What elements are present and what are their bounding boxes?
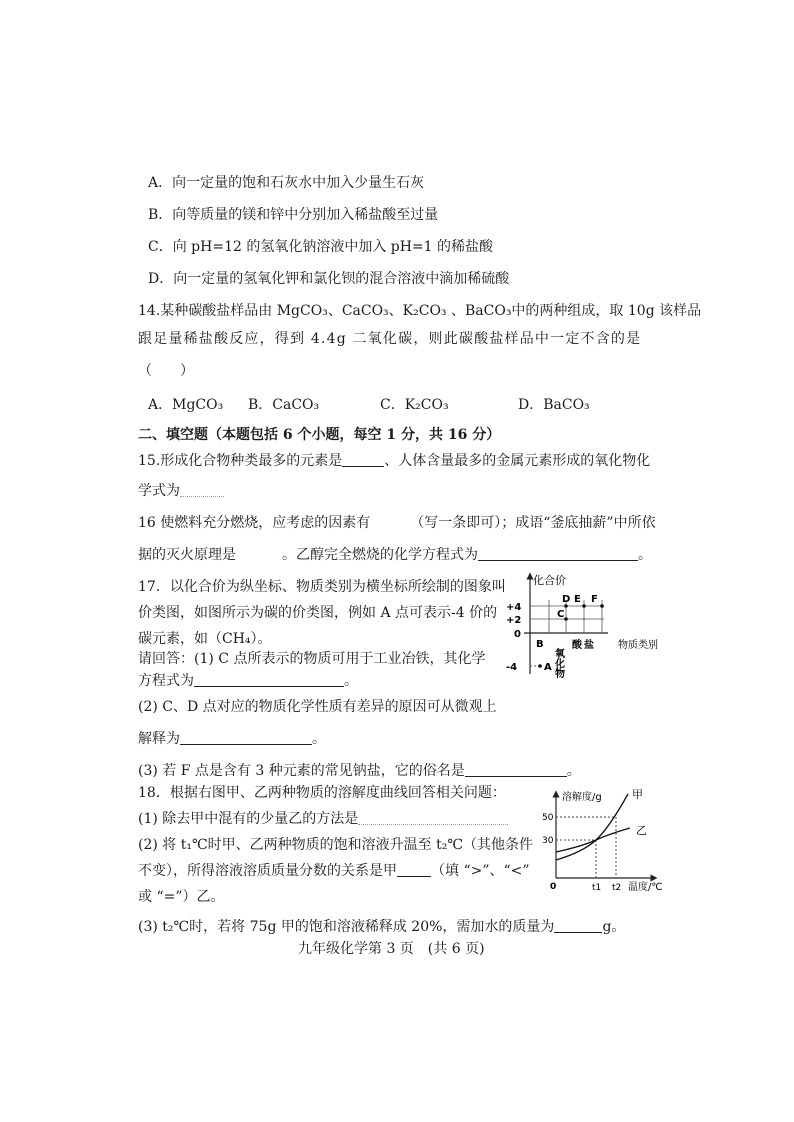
q17-line8 <box>138 762 581 780</box>
q17-line4: 请回答：(1) C 点所表示的物质可用于工业冶铁，其化学 <box>138 651 486 667</box>
q17-text-c-end: 。 <box>566 763 581 779</box>
q14-options <box>148 396 648 414</box>
q13-option-b: B．向等质量的镁和锌中分别加入稀盐酸至过量 <box>148 207 439 223</box>
series-jia-label: 甲 <box>632 788 643 801</box>
q18-text-d: (3) t₂℃时，若将 75g 甲的饱和溶液稀释成 20%，需加水的质量为 <box>138 919 555 935</box>
q18-line5: 或 “=”）乙。 <box>138 889 225 905</box>
xcat-acid: 酸 <box>572 640 582 651</box>
point-a <box>538 664 542 668</box>
xtick-t1: t1 <box>592 883 602 893</box>
q16-text-b: （写一条即可）；成语“釜底抽薪”中所依 <box>410 515 656 531</box>
xcat-b: B <box>536 639 544 650</box>
q14-option-b: B．CaCO₃ <box>248 397 320 413</box>
q16-line2 <box>138 546 652 564</box>
q16-text-d: 。乙醇完全燃烧的化学方程式为 <box>282 547 478 563</box>
q15-line2 <box>138 482 224 500</box>
q15-text-b: 、人体含量最多的金属元素形成的氧化物化 <box>384 453 651 469</box>
label-d: D <box>562 594 571 605</box>
q14-option-d: D．BaCO₃ <box>518 397 590 413</box>
ytick-plus2: +2 <box>506 615 522 626</box>
q18-text-a: (1) 除去甲中混有的少量乙的方法是 <box>138 811 359 827</box>
ytick-50: 50 <box>542 813 554 823</box>
q13-option-a: A．向一定量的饱和石灰水中加入少量生石灰 <box>148 175 425 191</box>
q17-text-b-end: 。 <box>312 731 326 747</box>
q16-text-c: 据的灭火原理是 <box>138 547 236 563</box>
q17-text-a-end: 。 <box>344 673 358 689</box>
q18-line2 <box>138 810 508 828</box>
q17-text-b: 解释为 <box>138 731 180 747</box>
q18-line4 <box>138 862 530 880</box>
q17-line1: 17．以化合价为纵坐标、物质类别为横坐标所绘制的图象叫 <box>138 579 506 595</box>
valence-class-chart <box>504 570 704 680</box>
q17-line2: 价类图，如图所示为碳的价类图，例如 A 点可表示-4 价的 <box>138 605 498 621</box>
q17-line5 <box>138 672 358 690</box>
q18-text-c: （填 “>”、“<” <box>431 863 530 879</box>
q17-line7 <box>138 730 326 748</box>
q17-blank-2[interactable] <box>180 730 312 745</box>
xcat-salt: 盐 <box>584 640 594 651</box>
q16-blank-3[interactable] <box>478 546 638 561</box>
q14-line2: 跟足量稀盐酸反应，得到 4.4g 二氧化碳，则此碳酸盐样品中一定不含的是 <box>138 331 642 347</box>
q14-answer-paren: （ ） <box>138 363 194 379</box>
ytick-plus4: +4 <box>506 602 522 613</box>
q13-option-c: C．向 pH=12 的氢氧化钠溶液中加入 pH=1 的稀盐酸 <box>148 239 494 255</box>
q18-text-end: g。 <box>602 919 626 935</box>
point-e <box>582 604 586 608</box>
y-label: 溶解度/g <box>562 792 602 803</box>
x-label: 物质类别 <box>618 640 658 651</box>
ytick-30: 30 <box>542 836 554 846</box>
label-f: F <box>591 594 598 605</box>
q17-text-a: 方程式为 <box>138 673 194 689</box>
label-c: C <box>557 609 565 620</box>
q18-blank-2[interactable] <box>397 862 431 877</box>
q17-blank-3[interactable] <box>465 762 567 777</box>
point-f <box>600 604 604 608</box>
xtick-0: 0 <box>550 882 557 892</box>
q15-text-a: 15.形成化合物种类最多的元素是 <box>138 453 343 469</box>
q14-line1: 14.某种碳酸盐样品由 MgCO₃、CaCO₃、K₂CO₃ 、BaCO₃中的两种组成，取 10g 该样品 <box>138 303 702 319</box>
q13-option-d: D．向一定量的氢氧化钾和氯化钡的混合溶液中滴加稀硫酸 <box>148 271 510 287</box>
point-c <box>564 617 568 621</box>
q17-line3: 碳元素，如（CH₄）。 <box>138 631 272 647</box>
q18-blank-3[interactable] <box>554 918 602 933</box>
ytick-minus4: -4 <box>506 662 518 673</box>
y-label: 化合价 <box>533 574 566 587</box>
solubility-chart <box>538 786 678 896</box>
xcat-oxide: 氧化物 <box>552 648 564 678</box>
x-label: 温度/℃ <box>628 882 663 893</box>
q15-line1 <box>138 452 650 470</box>
q18-line1: 18．根据右图甲、乙两种物质的溶解度曲线回答相关问题： <box>138 785 506 801</box>
q16-line1 <box>138 514 656 532</box>
q17-text-c: (3) 若 F 点是含有 3 种元素的常见钠盐，它的俗名是 <box>138 763 465 779</box>
q16-text-end: 。 <box>638 547 652 563</box>
page-footer: 九年级化学第 3 页 (共 6 页) <box>298 941 485 957</box>
xtick-t2: t2 <box>612 883 622 893</box>
q18-line3: (2) 将 t₁℃时甲、乙两种物质的饱和溶液升温至 t₂℃（其他条件 <box>138 837 533 853</box>
series-yi-label: 乙 <box>636 824 647 837</box>
section-heading: 二、填空题（本题包括 6 个小题，每空 1 分，共 16 分） <box>138 427 501 443</box>
q17-blank-1[interactable] <box>194 672 344 687</box>
q18-line6 <box>138 918 625 936</box>
q15-blank-1[interactable] <box>342 452 384 467</box>
q18-text-b: 不变），所得溶液溶质质量分数的关系是甲 <box>138 863 397 879</box>
label-a: A <box>544 662 552 673</box>
q18-blank-1[interactable] <box>358 810 508 825</box>
q14-option-c: C．K₂CO₃ <box>380 397 449 413</box>
q16-text-a: 16 使燃料充分燃烧，应考虑的因素有 <box>138 515 371 531</box>
ytick-zero: 0 <box>514 629 521 640</box>
label-e: E <box>574 594 581 605</box>
q15-text-c: 学式为 <box>138 483 180 499</box>
q14-option-a: A．MgCO₃ <box>148 397 224 413</box>
q15-blank-2[interactable] <box>180 482 224 497</box>
q17-line6: (2) C、D 点对应的物质化学性质有差异的原因可从微观上 <box>138 699 497 715</box>
